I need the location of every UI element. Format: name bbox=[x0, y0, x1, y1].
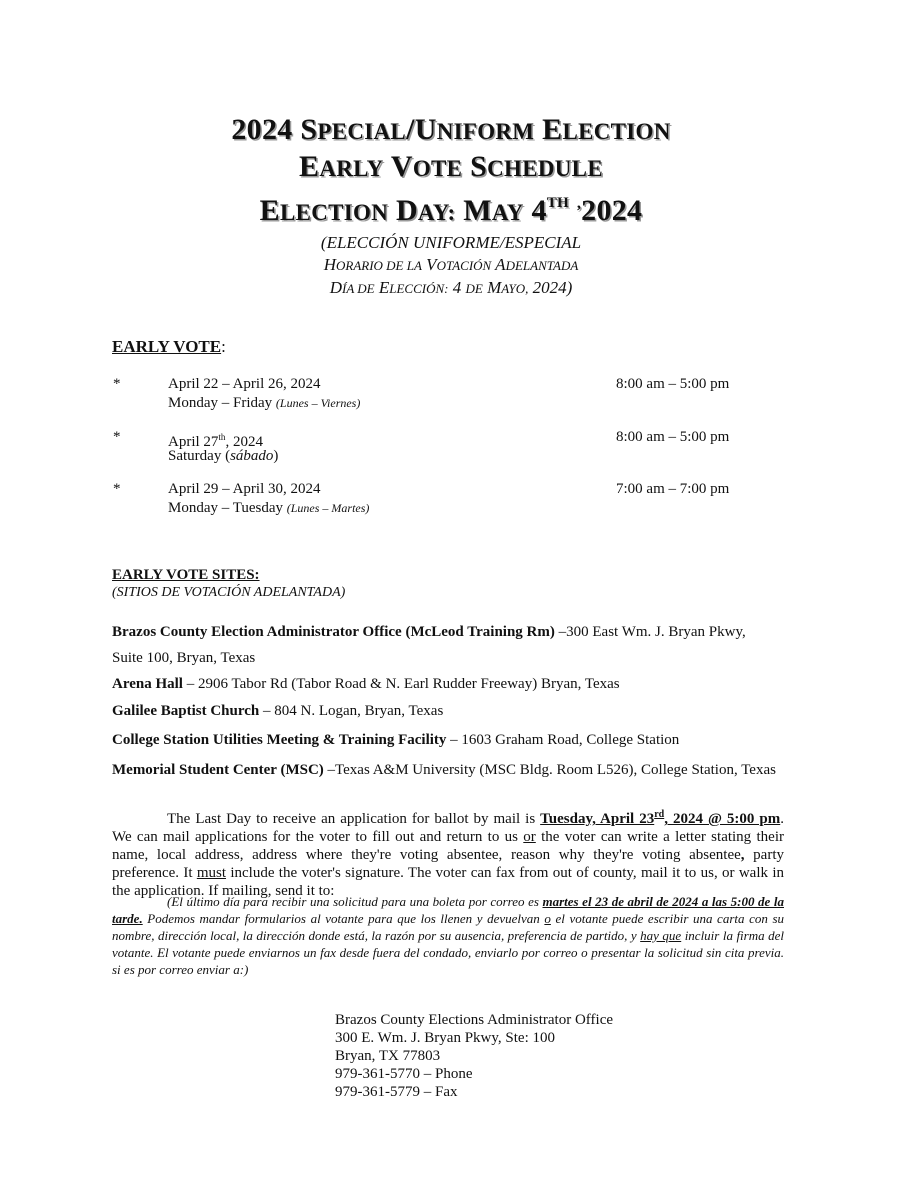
site-address: – 1603 Graham Road, College Station bbox=[446, 732, 680, 748]
schedule-days-spanish: (Lunes – Viernes) bbox=[275, 396, 361, 410]
address-line: 300 E. Wm. J. Bryan Pkwy, Ste: 100 bbox=[335, 1030, 555, 1046]
spanish-title-word: ORARIO DE LA bbox=[335, 258, 422, 273]
schedule-days-spanish: sábado bbox=[230, 448, 274, 464]
spanish-title-line-3 bbox=[0, 277, 902, 300]
site-entry bbox=[112, 732, 679, 749]
spanish-title-word: DELANTADA bbox=[505, 258, 579, 273]
schedule-time: 7:00 am – 7:00 pm bbox=[616, 481, 730, 497]
spanish-title-word: AYO, bbox=[501, 281, 529, 296]
title-word: PECIAL bbox=[317, 119, 407, 144]
mail-ballot-paragraph bbox=[112, 806, 784, 900]
title-word: U bbox=[414, 113, 437, 146]
paragraph-text: Podemos mandar formularios al votante para que los llenen y devuelvan bbox=[142, 911, 545, 926]
title-year: 2024 bbox=[231, 113, 293, 146]
spanish-title-word: E bbox=[378, 278, 390, 297]
sites-subheading: (SITIOS DE VOTACIÓN ADELANTADA) bbox=[112, 585, 346, 600]
title-word: 4 bbox=[531, 194, 547, 227]
spanish-title-word: 2024) bbox=[532, 278, 573, 297]
spanish-title-word: OTACIÓN bbox=[436, 258, 492, 273]
title-word: M bbox=[463, 194, 492, 227]
title-word: / bbox=[406, 113, 415, 146]
deadline-text-spanish: martes el 23 de abril de 2024 a las 5:00 de la tarde. bbox=[112, 894, 784, 926]
site-name: Brazos County Election Administrator Office (McLeod Training Rm) bbox=[112, 624, 555, 640]
emphasis-or: or bbox=[523, 829, 536, 845]
mailing-address bbox=[335, 1011, 613, 1101]
bullet-star: * bbox=[113, 429, 121, 445]
paragraph-text: incluir la firma del votante. El votante puede enviarnos un fax desde fuera del condado, enviarlo por correo o presentar la solicitud sin cita previa. si es por correo enviar a:) bbox=[112, 928, 784, 977]
spanish-title-line-1: (ELECCIÓN UNIFORME/ESPECIAL bbox=[320, 233, 582, 252]
site-entry bbox=[112, 624, 746, 641]
emphasis-o: o bbox=[544, 911, 551, 926]
site-name: Memorial Student Center (MSC) bbox=[112, 762, 324, 778]
site-entry bbox=[112, 703, 443, 720]
early-vote-heading bbox=[112, 337, 226, 357]
deadline-superscript: rd bbox=[654, 809, 665, 820]
site-name: College Station Utilities Meeting & Training Facility bbox=[112, 732, 447, 748]
schedule-date-text: April 22 – April 26, 2024 bbox=[168, 376, 321, 392]
schedule-days-text: Monday – Friday bbox=[168, 395, 273, 411]
emphasis-must: must bbox=[196, 865, 227, 881]
bullet-star: * bbox=[113, 376, 121, 392]
paragraph-text: include the voter's signature. The voter can fax from out of county, mail it to us, or walk in the application. If mailing, send it to: bbox=[112, 865, 784, 899]
title-word: S bbox=[300, 113, 318, 146]
site-entry bbox=[112, 676, 620, 693]
title-word: ARLY bbox=[319, 156, 384, 181]
title-line-1 bbox=[0, 112, 902, 149]
spanish-title-word: D bbox=[329, 278, 342, 297]
title-word: OTE bbox=[412, 156, 463, 181]
title-block bbox=[0, 112, 902, 300]
paragraph-text: The Last Day to receive an application for ballot by mail is bbox=[167, 811, 541, 827]
address-phone: 979-361-5770 – Phone bbox=[335, 1066, 473, 1082]
title-word: AY: bbox=[417, 200, 456, 225]
title-line-2 bbox=[0, 149, 902, 186]
schedule-time: 8:00 am – 5:00 pm bbox=[616, 376, 730, 392]
schedule-date-text: , 2024 bbox=[225, 434, 263, 450]
paragraph-text: , bbox=[740, 847, 745, 863]
schedule-days-spanish: (Lunes – Martes) bbox=[286, 501, 370, 515]
site-name: Galilee Baptist Church bbox=[112, 703, 260, 719]
title-word: LECTION bbox=[279, 200, 389, 225]
site-address: – 2906 Tabor Rd (Tabor Road & N. Earl Rudder Freeway) Bryan, Texas bbox=[182, 676, 620, 692]
sites-heading: EARLY VOTE SITES: bbox=[112, 567, 260, 583]
early-vote-heading-text: EARLY VOTE bbox=[112, 337, 222, 356]
spanish-title-word: H bbox=[323, 255, 336, 274]
deadline-text: , 2024 @ 5:00 pm bbox=[664, 811, 781, 827]
title-word: D bbox=[395, 194, 418, 227]
bullet-star: * bbox=[113, 481, 121, 497]
emphasis-hay-que: hay que bbox=[640, 928, 682, 943]
schedule-days bbox=[168, 394, 360, 413]
schedule-days-text: ) bbox=[273, 448, 279, 464]
address-fax: 979-361-5779 – Fax bbox=[335, 1084, 458, 1100]
spanish-title-word: M bbox=[487, 278, 502, 297]
title-word: E bbox=[259, 194, 280, 227]
site-address: – 804 N. Logan, Bryan, Texas bbox=[259, 703, 444, 719]
schedule-days bbox=[168, 447, 278, 466]
title-word: V bbox=[390, 150, 413, 183]
title-word: E bbox=[299, 150, 320, 183]
address-line: Brazos County Elections Administrator Office bbox=[335, 1012, 614, 1028]
paragraph-text: party preference. It bbox=[112, 847, 785, 881]
title-word: , bbox=[576, 195, 582, 212]
address-line: Bryan, TX 77803 bbox=[335, 1048, 441, 1064]
schedule-days-text: Saturday ( bbox=[168, 448, 231, 464]
title-word: E bbox=[542, 113, 563, 146]
site-address: Suite 100, Bryan, Texas bbox=[112, 650, 256, 666]
spanish-title-word: A bbox=[495, 255, 506, 274]
early-vote-heading-colon: : bbox=[221, 337, 226, 356]
schedule-days bbox=[168, 499, 369, 518]
schedule-date bbox=[168, 480, 321, 499]
spanish-title bbox=[0, 232, 902, 300]
schedule-date-superscript: th bbox=[218, 432, 226, 442]
spanish-title-word: V bbox=[426, 255, 437, 274]
paragraph-text: . We can mail applications for the voter to fill out and return to us bbox=[112, 811, 784, 845]
schedule-date-text: April 27 bbox=[168, 434, 219, 450]
title-word: S bbox=[470, 150, 488, 183]
title-word: LECTION bbox=[562, 119, 671, 144]
site-entry bbox=[112, 650, 255, 667]
mail-ballot-paragraph-spanish bbox=[112, 893, 784, 978]
title-superscript: TH bbox=[546, 195, 570, 211]
title-line-3 bbox=[0, 186, 902, 230]
spanish-title-line-2 bbox=[0, 254, 902, 277]
title-word: 2024 bbox=[581, 194, 643, 227]
title-word: NIFORM bbox=[436, 119, 535, 144]
site-entry bbox=[112, 762, 776, 779]
paragraph-text: el votante puede escribir una carta con su nombre, dirección local, la dirección donde está, la razón por su ausencia, preferencia de partido, y bbox=[112, 911, 784, 943]
spanish-title-word: ÍA DE bbox=[342, 281, 375, 296]
spanish-title-word: 4 bbox=[452, 278, 462, 297]
schedule-days-text: Monday – Tuesday bbox=[168, 500, 284, 516]
title-word: CHEDULE bbox=[487, 156, 603, 181]
schedule-time: 8:00 am – 5:00 pm bbox=[616, 429, 730, 445]
site-address: –300 East Wm. J. Bryan Pkwy, bbox=[554, 624, 746, 640]
schedule-date bbox=[168, 375, 321, 394]
paragraph-text: the voter can write a letter stating their name, local address, address where they're voting absentee, reason why they're voting absentee bbox=[112, 829, 784, 863]
deadline-text: Tuesday, April 23 bbox=[540, 811, 655, 827]
title-word: AY bbox=[491, 200, 524, 225]
schedule-date-text: April 29 – April 30, 2024 bbox=[168, 481, 321, 497]
spanish-title-word: LECCIÓN: bbox=[389, 281, 449, 296]
site-address: –Texas A&M University (MSC Bldg. Room L526), College Station, Texas bbox=[323, 762, 776, 778]
spanish-title-word: DE bbox=[465, 281, 483, 296]
site-name: Arena Hall bbox=[112, 676, 183, 692]
paragraph-text: (El último día para recibir una solicitud para una boleta por correo es bbox=[167, 894, 543, 909]
